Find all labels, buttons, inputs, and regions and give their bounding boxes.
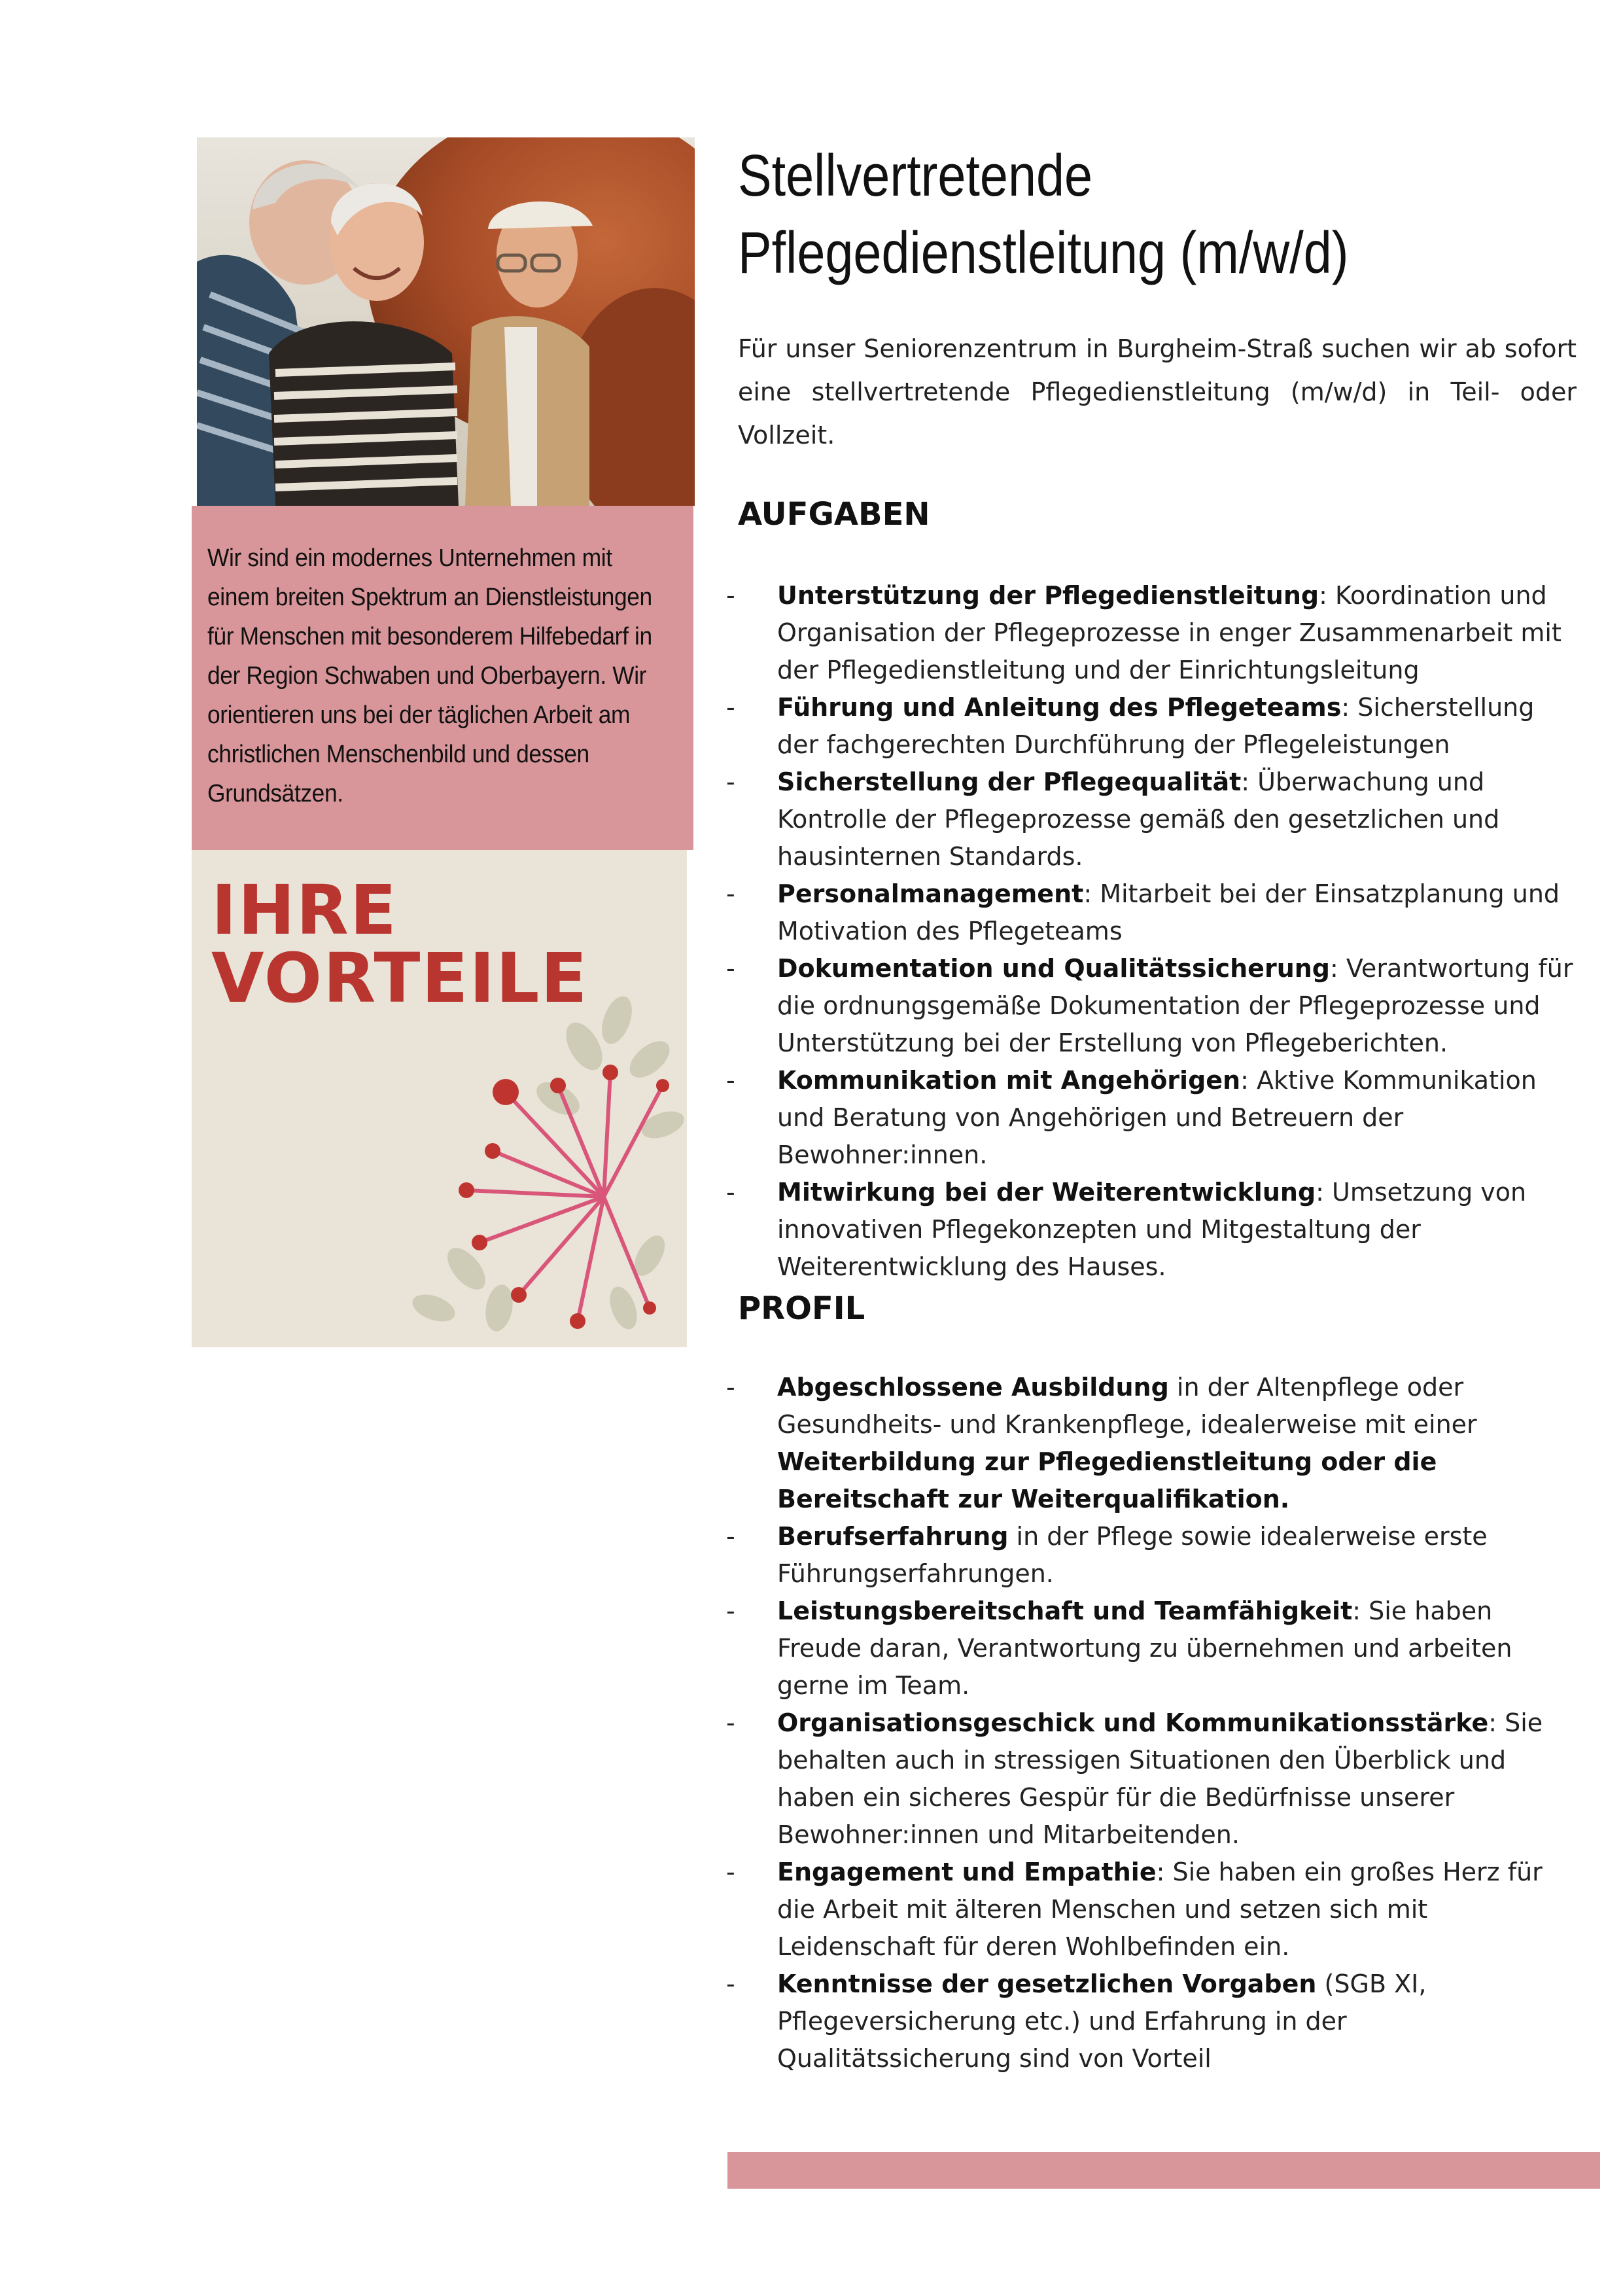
company-intro-text: Wir sind ein modernes Unternehmen mit einem breiten Spektrum an Dienstleistungen für Menschen mit besonderem Hilfebedarf in der Region Schwaben und Oberbayern. Wir orientieren uns bei der täglichen Arbeit am christlichen Menschenbild und dessen Grundsätzen. (207, 544, 652, 807)
task-text: Verantwortung für die ordnungsgemäße Dokumentation der Pflegeprozesse und Unterstützung bei der Erstellung von Pflegeberichten. (777, 954, 1573, 1057)
profile-heading: PROFIL (738, 1290, 865, 1327)
benefits-graphic (192, 850, 687, 1347)
profile-title: Engagement und Empathie (777, 1858, 1157, 1886)
profile-title: Leistungsbereitschaft und Teamfähigkeit (777, 1597, 1353, 1625)
profile-text: (SGB XI, Pflegeversicherung etc.) und Erfahrung in der Qualitätssicherung sind von Vorteil (777, 1969, 1427, 2073)
list-item (726, 1966, 1577, 2077)
profile-text: in der Pflege sowie idealerweise erste Führungserfahrungen. (777, 1522, 1488, 1588)
job-title-line1: Stellvertretende (738, 143, 1093, 209)
profile-title: Organisationsgeschick und Kommunikationsstärke (777, 1708, 1489, 1737)
benefits-title-line2: VORTEILE (211, 938, 589, 1018)
list-item: - Unterstützung der Pflegedienstleitung: Koordination und Organisation der Pflegeprozesse in enger Zusammenarbeit mit der Pflegedienstleitung und der Einrichtungsleitung (726, 577, 1577, 689)
task-title: Kommunikation mit Angehörigen (777, 1066, 1241, 1095)
list-item: - Sicherstellung der Pflegequalität: Überwachung und Kontrolle der Pflegeprozesse gemäß den gesetzlichen und hausinternen Standards. (726, 764, 1577, 875)
seniors-illustration (197, 137, 695, 506)
job-posting (738, 137, 1577, 2073)
footer-accent-bar (727, 2152, 1600, 2189)
benefits-title-line1: IHRE (211, 870, 398, 950)
profile-title: Abgeschlossene Ausbildung (777, 1373, 1169, 1402)
benefits-title (211, 870, 589, 1018)
profile-list (726, 1369, 1577, 2077)
profile-highlight: Weiterbildung zur Pflegedienstleitung oder die Bereitschaft zur Weiterqualifikation. (777, 1447, 1437, 1513)
tasks-heading: AUFGABEN (738, 496, 930, 533)
list-item (726, 1369, 1577, 1518)
profile-text: : Sie haben Freude daran, Verantwortung zu übernehmen und arbeiten gerne im Team. (777, 1597, 1512, 1700)
profile-title: Berufserfahrung (777, 1522, 1009, 1551)
task-title: Sicherstellung der Pflegequalität (777, 768, 1242, 796)
list-item (726, 1704, 1577, 1854)
task-title: Unterstützung der Pflegedienstleitung (777, 581, 1319, 610)
list-item (726, 1593, 1577, 1704)
job-lead-text: Für unser Seniorenzentrum in Burgheim-Straß suchen wir ab sofort eine stellvertretende Pflegedienstleitung (m/w/d) in Teil- oder Vollzeit. (738, 334, 1577, 450)
list-item: - Kommunikation mit Angehörigen: Aktive Kommunikation und Beratung von Angehörigen und Betreuern der Bewohner:innen. (726, 1062, 1577, 1174)
profile-text: : Sie behalten auch in stressigen Situationen den Überblick und haben ein sicheres Gespür für die Bedürfnisse unserer Bewohner:innen und Mitarbeitenden. (777, 1708, 1543, 1849)
task-title: Mitwirkung bei der Weiterentwicklung (777, 1178, 1316, 1207)
task-text: Koordination und Organisation der Pflegeprozesse in enger Zusammenarbeit mit der Pflegedienstleitung und der Einrichtungsleitung (777, 581, 1562, 684)
task-title: Dokumentation und Qualitätssicherung (777, 954, 1330, 983)
list-item: - Dokumentation und Qualitätssicherung: Verantwortung für die ordnungsgemäße Dokumentation der Pflegeprozesse und Unterstützung bei der Erstellung von Pflegeberichten. (726, 950, 1577, 1062)
company-intro-box (192, 506, 693, 850)
profile-text: : Sie haben ein großes Herz für die Arbeit mit älteren Menschen und setzen sich mit Leidenschaft für deren Wohlbefinden ein. (777, 1858, 1543, 1961)
list-item: - Personalmanagement: Mitarbeit bei der Einsatzplanung und Motivation des Pflegeteams (726, 875, 1577, 950)
list-item (726, 1854, 1577, 1966)
profile-text: in der Altenpflege oder Gesundheits- und Krankenpflege, idealerweise mit einer (777, 1373, 1477, 1439)
profile-title: Kenntnisse der gesetzlichen Vorgaben (777, 1969, 1317, 1998)
task-text: Sicherstellung der fachgerechten Durchführung der Pflegeleistungen (777, 693, 1535, 759)
list-item: - Führung und Anleitung des Pflegeteams: Sicherstellung der fachgerechten Durchführung der Pflegeleistungen (726, 689, 1577, 764)
task-title: Personalmanagement (777, 879, 1084, 908)
task-title: Führung und Anleitung des Pflegeteams (777, 693, 1342, 722)
task-text: Mitarbeit bei der Einsatzplanung und Motivation des Pflegeteams (777, 879, 1560, 945)
job-title-line2: Pflegedienstleitung (m/w/d) (738, 221, 1349, 286)
list-item (726, 1518, 1577, 1593)
task-text: Überwachung und Kontrolle der Pflegeprozesse gemäß den gesetzlichen und hausinternen Standards. (777, 768, 1500, 871)
task-text: Umsetzung von innovativen Pflegekonzepten und Mitgestaltung der Weiterentwicklung des Hauses. (777, 1178, 1527, 1281)
seniors-photo (197, 137, 695, 506)
list-item: - Mitwirkung bei der Weiterentwicklung: Umsetzung von innovativen Pflegekonzepten und Mitgestaltung der Weiterentwicklung des Hauses. (726, 1174, 1577, 1286)
task-text: Aktive Kommunikation und Beratung von Angehörigen und Betreuern der Bewohner:innen. (777, 1066, 1537, 1169)
job-title (738, 137, 1582, 292)
tasks-list (726, 577, 1577, 1286)
